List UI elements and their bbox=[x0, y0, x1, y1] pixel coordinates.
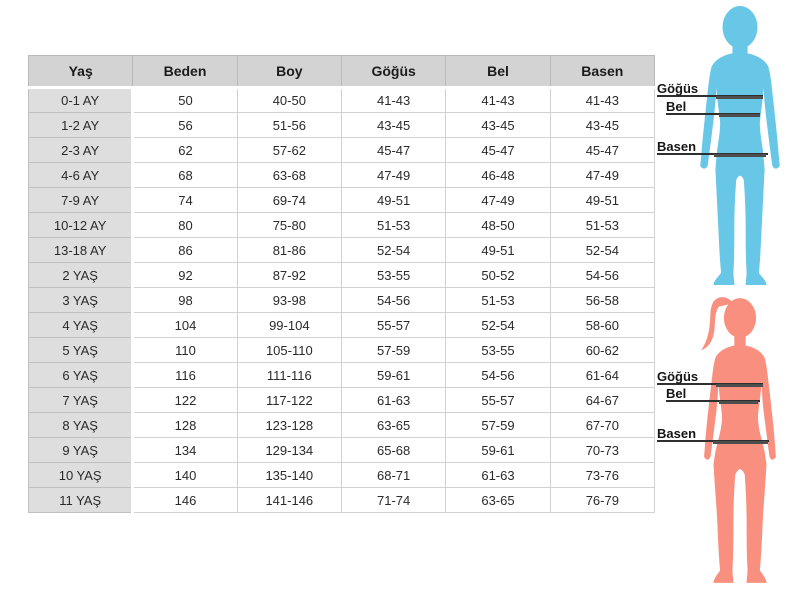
hip-cell: 58-60 bbox=[550, 313, 654, 338]
age-cell: 6 YAŞ bbox=[29, 363, 133, 388]
column-header-chest: Göğüs bbox=[341, 56, 445, 88]
size-cell: 56 bbox=[133, 113, 237, 138]
table-row bbox=[29, 88, 655, 113]
size-table-body bbox=[29, 88, 655, 513]
waist-cell: 45-47 bbox=[446, 138, 550, 163]
waist-cell: 61-63 bbox=[446, 463, 550, 488]
hip-cell: 51-53 bbox=[550, 213, 654, 238]
size-cell: 110 bbox=[133, 338, 237, 363]
age-cell: 2-3 AY bbox=[29, 138, 133, 163]
height-cell: 141-146 bbox=[237, 488, 341, 513]
girl-waist-measure-label: Bel bbox=[666, 386, 760, 402]
table-row bbox=[29, 438, 655, 463]
size-cell: 74 bbox=[133, 188, 237, 213]
boy-hip-measure-label: Basen bbox=[657, 139, 768, 155]
table-row bbox=[29, 313, 655, 338]
height-cell: 111-116 bbox=[237, 363, 341, 388]
chest-cell: 68-71 bbox=[341, 463, 445, 488]
chest-cell: 49-51 bbox=[341, 188, 445, 213]
column-header-height: Boy bbox=[237, 56, 341, 88]
age-cell: 5 YAŞ bbox=[29, 338, 133, 363]
chest-cell: 55-57 bbox=[341, 313, 445, 338]
waist-cell: 59-61 bbox=[446, 438, 550, 463]
size-cell: 134 bbox=[133, 438, 237, 463]
table-row bbox=[29, 238, 655, 263]
column-header-hip: Basen bbox=[550, 56, 654, 88]
chest-cell: 41-43 bbox=[341, 88, 445, 113]
size-cell: 104 bbox=[133, 313, 237, 338]
age-cell: 11 YAŞ bbox=[29, 488, 133, 513]
chest-cell: 43-45 bbox=[341, 113, 445, 138]
age-cell: 1-2 AY bbox=[29, 113, 133, 138]
height-cell: 123-128 bbox=[237, 413, 341, 438]
size-cell: 116 bbox=[133, 363, 237, 388]
size-cell: 92 bbox=[133, 263, 237, 288]
height-cell: 135-140 bbox=[237, 463, 341, 488]
waist-cell: 49-51 bbox=[446, 238, 550, 263]
age-cell: 4-6 AY bbox=[29, 163, 133, 188]
age-cell: 0-1 AY bbox=[29, 88, 133, 113]
age-cell: 13-18 AY bbox=[29, 238, 133, 263]
hip-cell: 43-45 bbox=[550, 113, 654, 138]
waist-cell: 63-65 bbox=[446, 488, 550, 513]
boy-chest-measure-label: Göğüs bbox=[657, 81, 763, 97]
table-row bbox=[29, 263, 655, 288]
table-row bbox=[29, 363, 655, 388]
waist-cell: 48-50 bbox=[446, 213, 550, 238]
chest-cell: 71-74 bbox=[341, 488, 445, 513]
chest-cell: 65-68 bbox=[341, 438, 445, 463]
size-cell: 80 bbox=[133, 213, 237, 238]
size-cell: 98 bbox=[133, 288, 237, 313]
chest-cell: 54-56 bbox=[341, 288, 445, 313]
waist-cell: 52-54 bbox=[446, 313, 550, 338]
height-cell: 75-80 bbox=[237, 213, 341, 238]
hip-cell: 49-51 bbox=[550, 188, 654, 213]
waist-cell: 55-57 bbox=[446, 388, 550, 413]
waist-cell: 50-52 bbox=[446, 263, 550, 288]
girl-hip-measure-label: Basen bbox=[657, 426, 769, 442]
height-cell: 51-56 bbox=[237, 113, 341, 138]
hip-cell: 67-70 bbox=[550, 413, 654, 438]
waist-cell: 46-48 bbox=[446, 163, 550, 188]
table-row bbox=[29, 213, 655, 238]
hip-cell: 76-79 bbox=[550, 488, 654, 513]
age-cell: 8 YAŞ bbox=[29, 413, 133, 438]
height-cell: 63-68 bbox=[237, 163, 341, 188]
height-cell: 105-110 bbox=[237, 338, 341, 363]
table-row bbox=[29, 413, 655, 438]
size-cell: 128 bbox=[133, 413, 237, 438]
boy-waist-measure-line bbox=[719, 114, 760, 117]
girl-hip-measure-line bbox=[713, 441, 768, 444]
size-cell: 50 bbox=[133, 88, 237, 113]
height-cell: 117-122 bbox=[237, 388, 341, 413]
girl-chest-measure-label: Göğüs bbox=[657, 369, 763, 385]
age-cell: 7-9 AY bbox=[29, 188, 133, 213]
hip-cell: 41-43 bbox=[550, 88, 654, 113]
hip-cell: 61-64 bbox=[550, 363, 654, 388]
chest-cell: 45-47 bbox=[341, 138, 445, 163]
hip-cell: 60-62 bbox=[550, 338, 654, 363]
waist-cell: 54-56 bbox=[446, 363, 550, 388]
hip-cell: 73-76 bbox=[550, 463, 654, 488]
height-cell: 87-92 bbox=[237, 263, 341, 288]
table-row bbox=[29, 163, 655, 188]
hip-cell: 70-73 bbox=[550, 438, 654, 463]
column-header-age: Yaş bbox=[29, 56, 133, 88]
girl-neck bbox=[734, 330, 745, 347]
chest-cell: 57-59 bbox=[341, 338, 445, 363]
age-cell: 9 YAŞ bbox=[29, 438, 133, 463]
size-chart-table bbox=[28, 55, 655, 513]
girl-waist-measure-line bbox=[719, 401, 758, 404]
chest-cell: 47-49 bbox=[341, 163, 445, 188]
size-cell: 146 bbox=[133, 488, 237, 513]
chest-cell: 53-55 bbox=[341, 263, 445, 288]
table-row bbox=[29, 388, 655, 413]
size-cell: 86 bbox=[133, 238, 237, 263]
column-header-size: Beden bbox=[133, 56, 237, 88]
table-row bbox=[29, 288, 655, 313]
waist-cell: 41-43 bbox=[446, 88, 550, 113]
age-cell: 7 YAŞ bbox=[29, 388, 133, 413]
hip-cell: 52-54 bbox=[550, 238, 654, 263]
age-cell: 4 YAŞ bbox=[29, 313, 133, 338]
age-cell: 10-12 AY bbox=[29, 213, 133, 238]
hip-cell: 45-47 bbox=[550, 138, 654, 163]
waist-cell: 47-49 bbox=[446, 188, 550, 213]
size-cell: 68 bbox=[133, 163, 237, 188]
table-row bbox=[29, 488, 655, 513]
height-cell: 69-74 bbox=[237, 188, 341, 213]
table-row bbox=[29, 113, 655, 138]
waist-cell: 57-59 bbox=[446, 413, 550, 438]
chest-cell: 59-61 bbox=[341, 363, 445, 388]
waist-cell: 43-45 bbox=[446, 113, 550, 138]
size-cell: 140 bbox=[133, 463, 237, 488]
height-cell: 129-134 bbox=[237, 438, 341, 463]
height-cell: 99-104 bbox=[237, 313, 341, 338]
size-cell: 62 bbox=[133, 138, 237, 163]
table-row bbox=[29, 138, 655, 163]
table-row bbox=[29, 338, 655, 363]
hip-cell: 54-56 bbox=[550, 263, 654, 288]
chest-cell: 51-53 bbox=[341, 213, 445, 238]
chest-cell: 63-65 bbox=[341, 413, 445, 438]
height-cell: 40-50 bbox=[237, 88, 341, 113]
table-row bbox=[29, 463, 655, 488]
size-table-container bbox=[28, 55, 655, 513]
boy-hip-measure-line bbox=[714, 154, 766, 157]
waist-cell: 53-55 bbox=[446, 338, 550, 363]
waist-cell: 51-53 bbox=[446, 288, 550, 313]
height-cell: 93-98 bbox=[237, 288, 341, 313]
boy-waist-measure-label: Bel bbox=[666, 99, 760, 115]
size-cell: 122 bbox=[133, 388, 237, 413]
hip-cell: 56-58 bbox=[550, 288, 654, 313]
hip-cell: 64-67 bbox=[550, 388, 654, 413]
height-cell: 81-86 bbox=[237, 238, 341, 263]
chest-cell: 52-54 bbox=[341, 238, 445, 263]
table-row bbox=[29, 188, 655, 213]
column-header-waist: Bel bbox=[446, 56, 550, 88]
height-cell: 57-62 bbox=[237, 138, 341, 163]
age-cell: 3 YAŞ bbox=[29, 288, 133, 313]
age-cell: 2 YAŞ bbox=[29, 263, 133, 288]
age-cell: 10 YAŞ bbox=[29, 463, 133, 488]
table-header bbox=[29, 56, 655, 88]
hip-cell: 47-49 bbox=[550, 163, 654, 188]
chest-cell: 61-63 bbox=[341, 388, 445, 413]
